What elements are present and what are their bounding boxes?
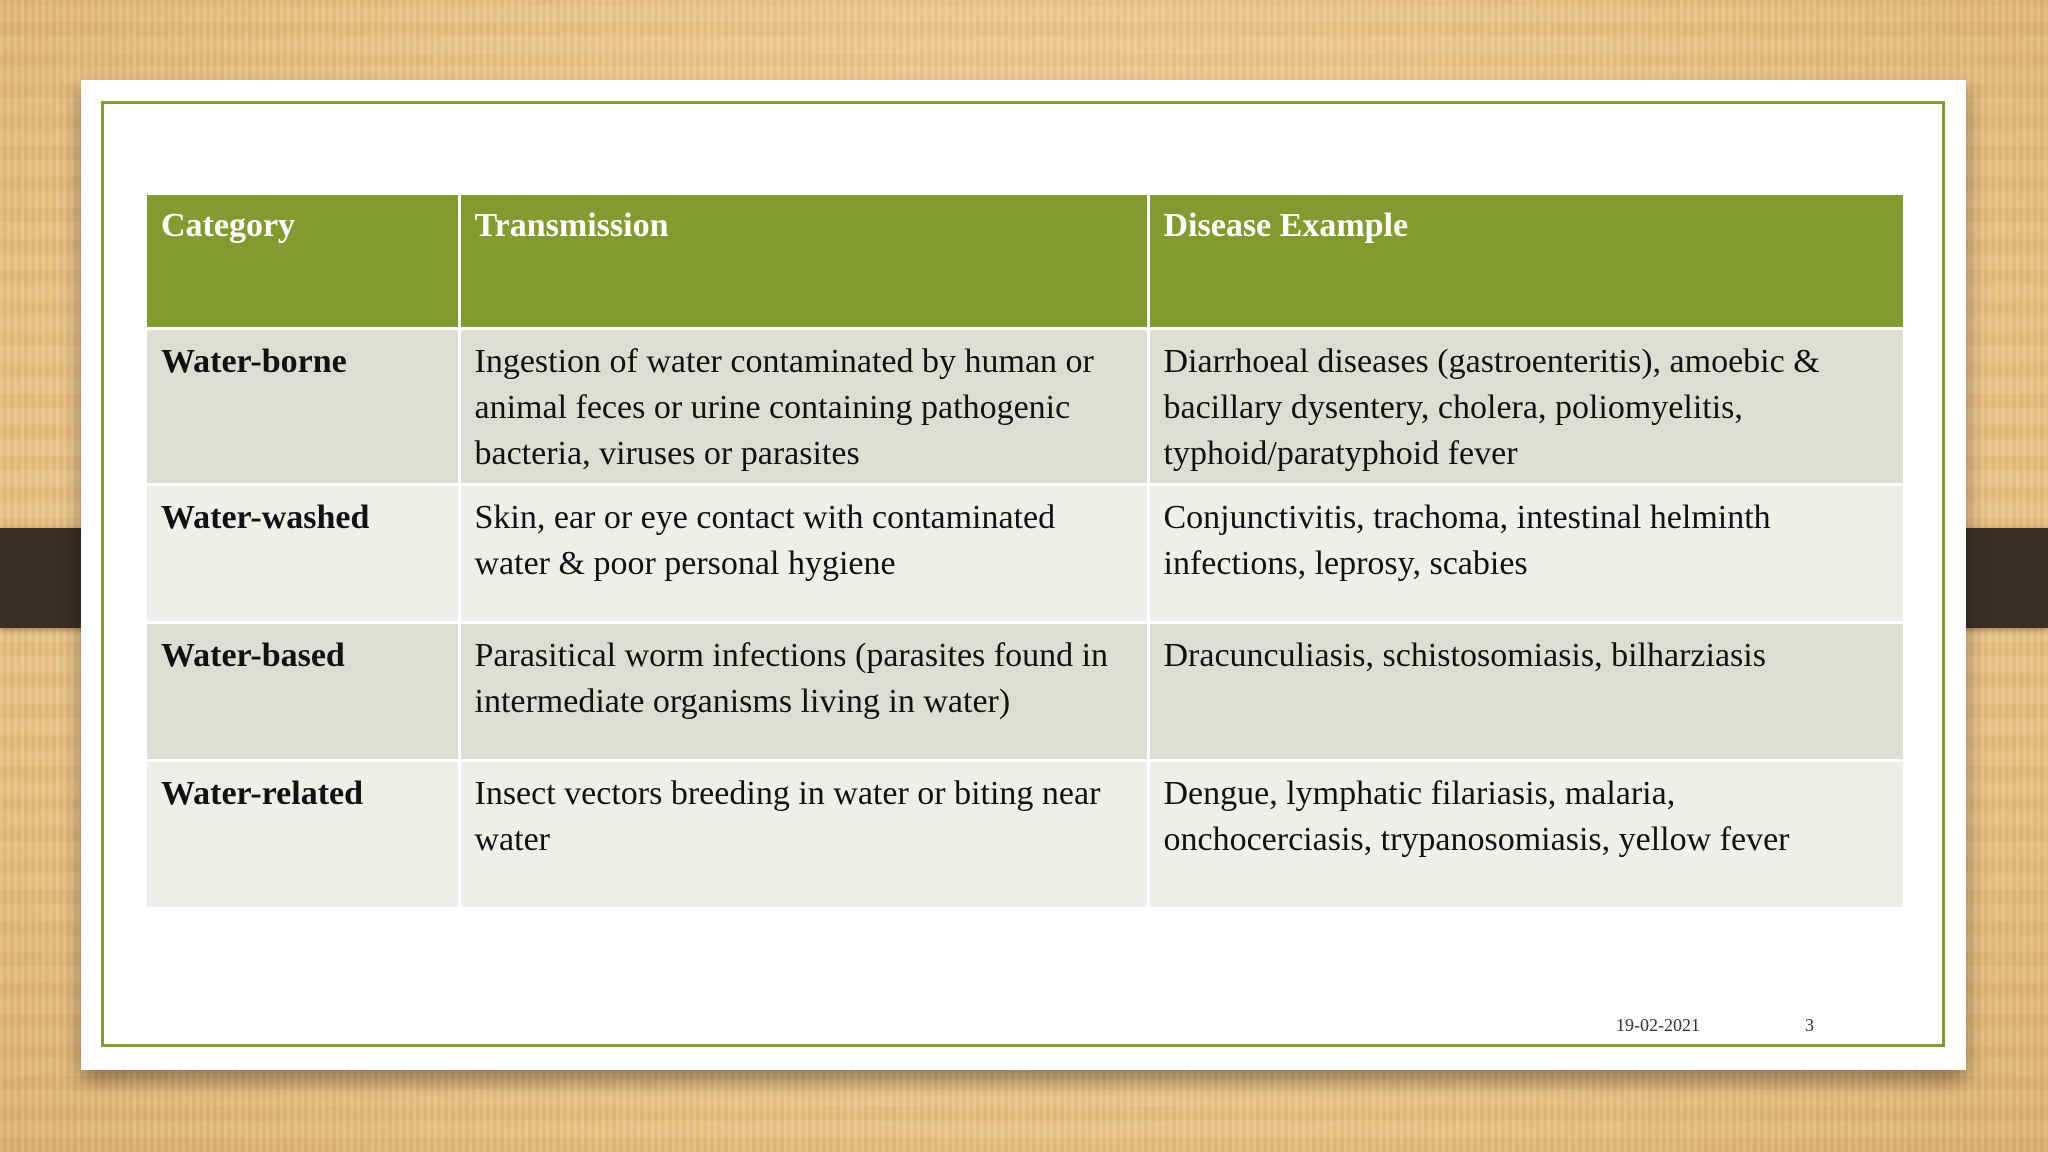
- header-category: Category: [147, 195, 459, 329]
- category-cell: Water-related: [147, 761, 459, 908]
- footer-date: 19-02-2021: [1616, 1015, 1700, 1035]
- table-row: [147, 761, 1903, 908]
- transmission-cell: Parasitical worm infections (parasites found in intermediate organisms living in water): [459, 623, 1148, 761]
- disease-example-cell: Dengue, lymphatic filariasis, malaria, onchocerciasis, trypanosomiasis, yellow fever: [1148, 761, 1903, 908]
- water-disease-table: [147, 195, 1903, 907]
- slide: [81, 80, 1966, 1070]
- table-header-row: [147, 195, 1903, 329]
- header-transmission: Transmission: [459, 195, 1148, 329]
- transmission-cell: Skin, ear or eye contact with contaminated water & poor personal hygiene: [459, 485, 1148, 623]
- table-row: [147, 623, 1903, 761]
- category-cell: Water-based: [147, 623, 459, 761]
- transmission-cell: Ingestion of water contaminated by human or animal feces or urine containing pathogenic bacteria, viruses or parasites: [459, 329, 1148, 485]
- table-row: [147, 329, 1903, 485]
- disease-example-cell: Diarrhoeal diseases (gastroenteritis), amoebic & bacillary dysentery, cholera, poliomyelitis, typhoid/paratyphoid fever: [1148, 329, 1903, 485]
- footer-page-number: 3: [1805, 1015, 1814, 1035]
- category-cell: Water-washed: [147, 485, 459, 623]
- table-row: [147, 485, 1903, 623]
- disease-example-cell: Conjunctivitis, trachoma, intestinal helminth infections, leprosy, scabies: [1148, 485, 1903, 623]
- disease-example-cell: Dracunculiasis, schistosomiasis, bilharziasis: [1148, 623, 1903, 761]
- header-disease-example: Disease Example: [1148, 195, 1903, 329]
- transmission-cell: Insect vectors breeding in water or biting near water: [459, 761, 1148, 908]
- category-cell: Water-borne: [147, 329, 459, 485]
